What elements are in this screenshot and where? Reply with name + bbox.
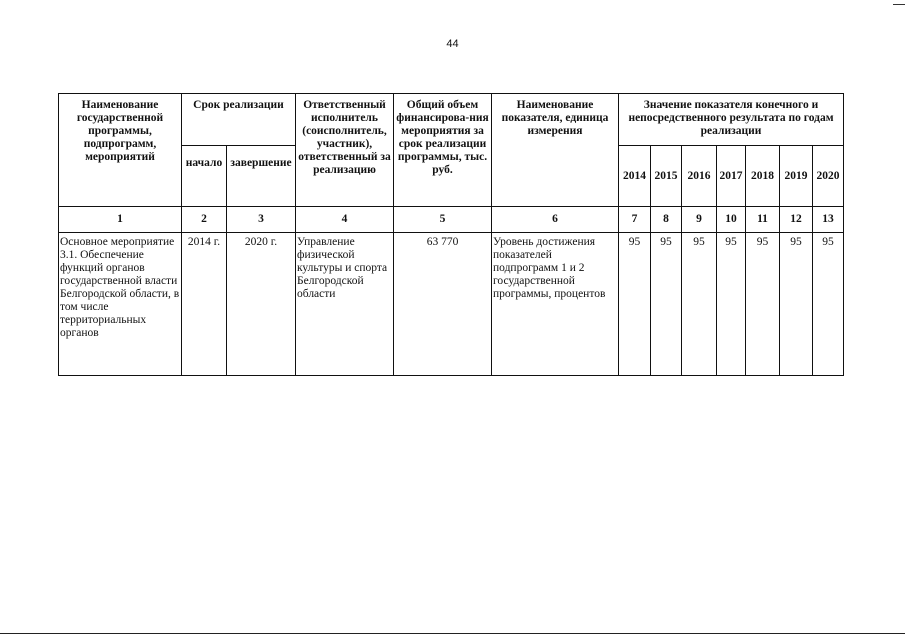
indicator-name: Уровень достижения показателей подпрограмм 1 и 2 государственной программы, процентов: [492, 233, 619, 376]
indicator-value: 95: [746, 233, 780, 376]
indicator-value: 95: [717, 233, 746, 376]
indicator-value: 95: [651, 233, 682, 376]
indicator-value: 95: [813, 233, 844, 376]
scan-edge-mark: [893, 4, 905, 5]
header-year: 2016: [682, 146, 717, 207]
indicator-value: 95: [780, 233, 813, 376]
column-number: 10: [717, 207, 746, 233]
end-year: 2020 г.: [227, 233, 296, 376]
page-number: 44: [446, 38, 459, 50]
start-year: 2014 г.: [182, 233, 227, 376]
header-indicator-values: Значение показателя конечного и непосредственного результата по годам реализации: [619, 94, 844, 146]
column-number: 12: [780, 207, 813, 233]
column-number: 5: [394, 207, 492, 233]
column-number: 13: [813, 207, 844, 233]
header-year: 2017: [717, 146, 746, 207]
scan-bottom-edge: [0, 633, 905, 634]
header-year: 2018: [746, 146, 780, 207]
header-year: 2015: [651, 146, 682, 207]
program-table: [58, 93, 844, 376]
table-row: [59, 233, 844, 376]
header-year: 2014: [619, 146, 651, 207]
column-number: 1: [59, 207, 182, 233]
column-number: 7: [619, 207, 651, 233]
header-program-name: Наименование государственной программы, подпрограмм, мероприятий: [59, 94, 182, 207]
funding-amount: 63 770: [394, 233, 492, 376]
activity-name: Основное мероприятие 3.1. Обеспечение функций органов государственной власти Белгородской области, в том числе территориальных органов: [59, 233, 182, 376]
responsible-executor: Управление физической культуры и спорта Белгородской области: [296, 233, 394, 376]
indicator-value: 95: [619, 233, 651, 376]
column-number: 11: [746, 207, 780, 233]
header-period: Срок реализации: [182, 94, 296, 146]
header-indicator: Наименование показателя, единица измерения: [492, 94, 619, 207]
column-number: 3: [227, 207, 296, 233]
column-number: 9: [682, 207, 717, 233]
column-number: 4: [296, 207, 394, 233]
header-year: 2020: [813, 146, 844, 207]
header-end: завершение: [227, 146, 296, 207]
column-number: 2: [182, 207, 227, 233]
header-funding: Общий объем финансирова-ния мероприятия за срок реализации программы, тыс. руб.: [394, 94, 492, 207]
header-year: 2019: [780, 146, 813, 207]
header-start: начало: [182, 146, 227, 207]
column-number: 8: [651, 207, 682, 233]
column-number: 6: [492, 207, 619, 233]
header-responsible: Ответственный исполнитель (соисполнитель, участник), ответственный за реализацию: [296, 94, 394, 207]
indicator-value: 95: [682, 233, 717, 376]
